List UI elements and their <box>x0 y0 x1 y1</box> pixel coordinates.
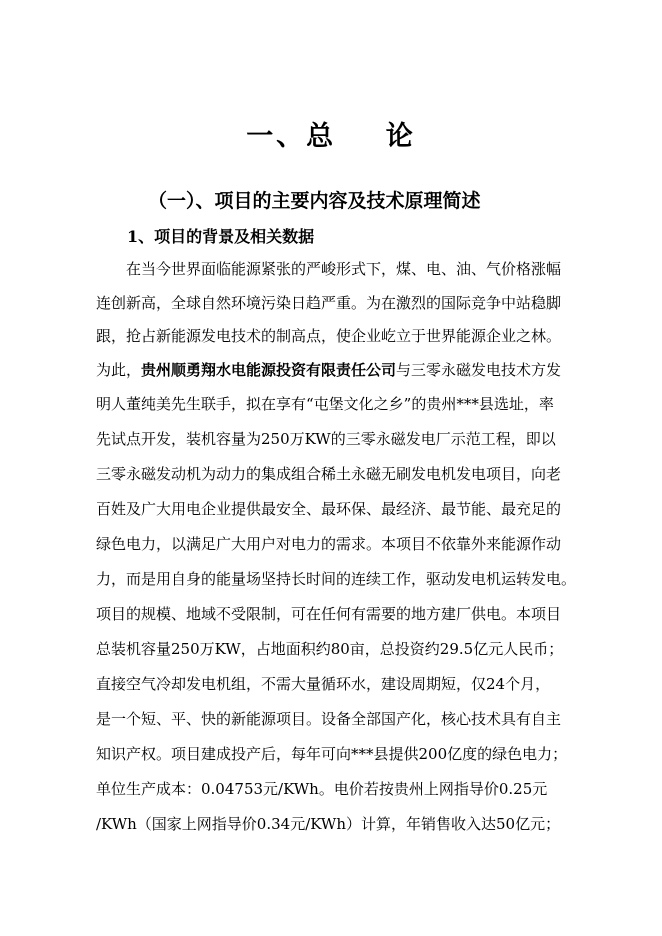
paragraph-line-9: 绿色电力，以满足广大用户对电力的需求。本项目不依靠外来能源作动 <box>96 535 562 553</box>
paragraph-line-14: 是一个短、平、快的新能源项目。设备全部国产化，核心技术具有自主 <box>96 710 562 728</box>
paragraph-line-13: 直接空气冷却发电机组，不需大量循环水，建设周期短，仅24个月， <box>96 675 551 693</box>
page-title: 一、总 论 <box>246 121 416 152</box>
paragraph-line-3: 跟，抢占新能源发电技术的制高点，使企业屹立于世界能源企业之林。 <box>96 327 562 345</box>
line-text: 与三零永磁发电技术方发 <box>396 361 562 379</box>
paragraph-line-10: 力，而是用自身的能量场坚持长时间的连续工作，驱动发电机运转发电。 <box>96 570 577 588</box>
paragraph-line-17: /KWh（国家上网指导价0.34元/KWh）计算，年销售收入达50亿元； <box>96 815 561 833</box>
paragraph-line-12: 总装机容量250万KW，占地面积约80亩，总投资约29.5亿元人民币； <box>96 640 564 658</box>
paragraph-line-15: 知识产权。项目建成投产后，每年可向***县提供200亿度的绿色电力； <box>96 745 568 763</box>
line-text: 为此， <box>96 361 142 379</box>
paragraph-line-6: 先试点开发，装机容量为250万KW的三零永磁发电厂示范工程，即以 <box>96 430 556 448</box>
paragraph-line-8: 百姓及广大用电企业提供最安全、最环保、最经济、最节能、最充足的 <box>96 500 562 518</box>
company-name: 贵州顺勇翔水电能源投资有限责任公司 <box>141 361 397 379</box>
paragraph-line-5: 明人董纯美先生联手，拟在享有“屯堡文化之乡”的贵州***县选址，率 <box>96 395 554 413</box>
paragraph-line-2: 连创新高，全球自然环境污染日趋严重。为在激烈的国际竞争中站稳脚 <box>96 294 562 312</box>
paragraph-line-11: 项目的规模、地域不受限制，可在任何有需要的地方建厂供电。本项目 <box>96 605 562 623</box>
paragraph-line-1: 在当今世界面临能源紧张的严峻形式下，煤、电、油、气价格涨幅 <box>126 260 562 278</box>
paragraph-line-16: 单位生产成本：0.04753元/KWh。电价若按贵州上网指导价0.25元 <box>96 780 548 798</box>
subsection-heading: 1、项目的背景及相关数据 <box>127 227 315 246</box>
section-heading: （一）、项目的主要内容及技术原理简述 <box>148 190 481 212</box>
paragraph-line-7: 三零永磁发动机为动力的集成组合稀土永磁无刷发电机发电项目，向老 <box>96 465 562 483</box>
paragraph-line-4 <box>96 360 561 380</box>
